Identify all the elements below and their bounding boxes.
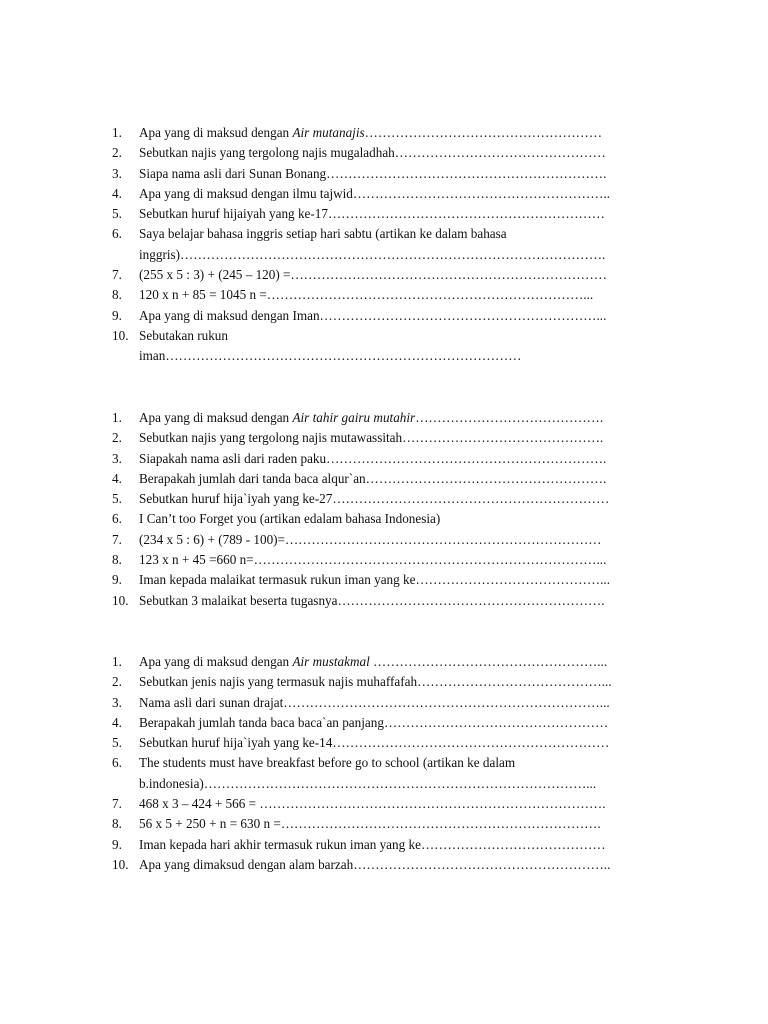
item-number: 8. — [112, 287, 122, 303]
item-number: 2. — [112, 145, 122, 161]
list-item — [0, 509, 768, 529]
list-item — [0, 814, 768, 834]
item-text: Berapakah jumlah tanda baca baca`an panjang…………………………………………… — [139, 714, 609, 730]
item-text: 468 x 3 – 424 + 566 = ……………………………………………………………………. — [139, 796, 606, 812]
item-text: Berapakah jumlah dari tanda baca alqur`an………………………………………………. — [139, 470, 607, 486]
list-item — [0, 672, 768, 692]
item-text: 120 x n + 85 = 1045 n =………………………………………………………………... — [139, 287, 594, 303]
item-text: Apa yang di maksud dengan ilmu tajwid………………………………………………….. — [139, 185, 611, 201]
item-number: 7. — [112, 796, 122, 812]
item-text: (255 x 5 : 3) + (245 – 120) =……………………………………………………………… — [139, 267, 607, 283]
list-item — [0, 652, 768, 672]
item-text: Nama asli dari sunan drajat………………………………………………………………... — [139, 694, 610, 710]
item-text: Sebutakan rukun — [139, 327, 228, 343]
item-number: 10. — [112, 592, 129, 608]
list-item — [0, 550, 768, 570]
item-number: 8. — [112, 552, 122, 568]
item-number: 3. — [112, 450, 122, 466]
item-text: Sebutkan huruf hija`iyah yang ke-27……………………………………………………… — [139, 491, 610, 507]
list-item — [0, 794, 768, 814]
item-number: 4. — [112, 185, 122, 201]
list-item — [0, 428, 768, 448]
list-item — [0, 143, 768, 163]
item-number: 1. — [112, 125, 122, 140]
list-item — [0, 123, 768, 143]
item-number: 3. — [112, 165, 122, 181]
item-text: Saya belajar bahasa inggris setiap hari sabtu (artikan ke dalam bahasa — [139, 226, 507, 242]
item-number: 3. — [112, 694, 122, 710]
list-item — [0, 855, 768, 875]
item-number: 5. — [112, 491, 122, 507]
list-item — [0, 753, 768, 773]
item-number: 4. — [112, 714, 122, 730]
item-text: I Can’t too Forget you (artikan edalam bahasa Indonesia) — [139, 511, 441, 527]
list-item — [0, 449, 768, 469]
item-text: Sebutkan najis yang tergolong najis mugaladhah………………………………………… — [139, 145, 606, 161]
item-text: Apa yang di maksud dengan Air tahir gairu mutahir……………………………………. — [139, 410, 604, 425]
list-item — [0, 285, 768, 305]
item-number: 10. — [112, 856, 129, 872]
item-text: Sebutkan jenis najis yang termasuk najis muhaffafah……………………………………... — [139, 674, 612, 690]
item-text: Apa yang di maksud dengan Air mustakmal ……………………………………………... — [139, 654, 608, 669]
item-number: 8. — [112, 816, 122, 832]
list-item — [0, 489, 768, 509]
item-text: (234 x 5 : 6) + (789 - 100)=……………………………………………………………… — [139, 531, 602, 547]
item-text: Sebutkan huruf hija`iyah yang ke-14……………………………………………………… — [139, 735, 610, 751]
item-text: 56 x 5 + 250 + n = 630 n =………………………………………………………………. — [139, 816, 601, 832]
item-text: Sebutkan najis yang tergolong najis mutawassitah………………………………………. — [139, 430, 604, 446]
list-item — [0, 733, 768, 753]
item-text: Iman kepada hari akhir termasuk rukun iman yang ke…………………………………… — [139, 836, 606, 852]
item-text-continuation: iman……………………………………………………………………… — [139, 348, 522, 364]
list-item — [0, 570, 768, 590]
item-text: Siapa nama asli dari Sunan Bonang………………………………………………………. — [139, 165, 607, 181]
item-text: Apa yang di maksud dengan Air mutanajis……………………………………………… — [139, 125, 602, 140]
item-number: 2. — [112, 674, 122, 690]
list-item — [0, 713, 768, 733]
item-text-continuation: b.indonesia)……………………………………………………………………………... — [139, 775, 597, 791]
list-item — [0, 326, 768, 346]
item-number: 6. — [112, 511, 122, 527]
list-item — [0, 693, 768, 713]
item-text-continuation: inggris)……………………………………………………………………………………. — [139, 246, 606, 262]
item-text: Sebutkan 3 malaikat beserta tugasnya……………………………………………………. — [139, 592, 605, 608]
item-text: The students must have breakfast before go to school (artikan ke dalam — [139, 755, 516, 771]
item-number: 7. — [112, 531, 122, 547]
list-item — [0, 306, 768, 326]
item-number: 2. — [112, 430, 122, 446]
list-item-continuation — [0, 774, 768, 794]
item-number: 5. — [112, 735, 122, 751]
list-item — [0, 530, 768, 550]
list-item — [0, 184, 768, 204]
item-text: Siapakah nama asli dari raden paku………………………………………………………. — [139, 450, 607, 466]
list-item — [0, 265, 768, 285]
item-number: 4. — [112, 470, 122, 486]
item-number: 5. — [112, 206, 122, 222]
item-number: 1. — [112, 654, 122, 669]
list-item — [0, 164, 768, 184]
list-item — [0, 204, 768, 224]
list-item-continuation — [0, 245, 768, 265]
item-number: 9. — [112, 307, 122, 323]
item-number: 9. — [112, 572, 122, 588]
list-item-continuation — [0, 346, 768, 366]
item-number: 7. — [112, 267, 122, 283]
list-item — [0, 591, 768, 611]
question-list-3 — [0, 652, 768, 875]
item-number: 10. — [112, 327, 129, 343]
item-text: Apa yang dimaksud dengan alam barzah………………………………………………….. — [139, 856, 611, 872]
item-text: 123 x n + 45 =660 n=……………………………………………………………………... — [139, 552, 607, 568]
item-number: 6. — [112, 755, 122, 771]
item-text: Sebutkan huruf hijaiyah yang ke-17……………………………………………………… — [139, 206, 605, 222]
question-list-2 — [0, 408, 768, 611]
item-text: Iman kepada malaikat termasuk rukun iman yang ke……………………………………... — [139, 572, 610, 588]
item-text: Apa yang di maksud dengan Iman………………………………………………………... — [139, 307, 607, 323]
item-number: 9. — [112, 836, 122, 852]
item-number: 6. — [112, 226, 122, 242]
list-item — [0, 835, 768, 855]
item-number: 1. — [112, 410, 122, 425]
list-item — [0, 408, 768, 428]
question-list-1 — [0, 123, 768, 367]
list-item — [0, 469, 768, 489]
list-item — [0, 224, 768, 244]
